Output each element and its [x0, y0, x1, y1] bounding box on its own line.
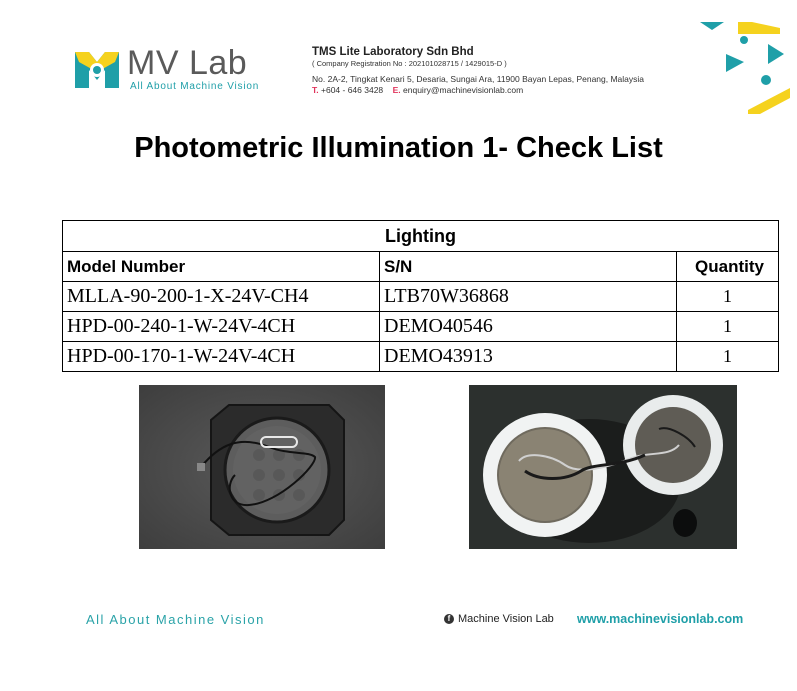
footer-tagline: All About Machine Vision [86, 612, 265, 627]
phone-number: +604 - 646 3428 [321, 85, 384, 95]
company-logo [75, 44, 285, 96]
phone-label: T. [312, 85, 319, 95]
table-row [63, 282, 779, 312]
mv-lab-logo-icon [75, 48, 119, 92]
table-caption: Lighting [63, 221, 779, 252]
header-model-number: Model Number [63, 252, 380, 282]
lighting-table [62, 220, 779, 372]
table-caption-row [63, 221, 779, 252]
serial-number-cell: LTB70W36868 [380, 282, 677, 312]
model-number-cell: HPD-00-170-1-W-24V-4CH [63, 342, 380, 372]
table-row [63, 342, 779, 372]
footer-website-link[interactable]: www.machinevisionlab.com [577, 612, 744, 626]
page-title: Photometric Illumination 1- Check List [134, 132, 663, 164]
company-registration: ( Company Registration No : 202101028715 / 1429015-D ) [312, 59, 507, 68]
quantity-cell: 1 [677, 282, 779, 312]
photo-square-light-in-case [139, 385, 385, 549]
logo-text: MV Lab [127, 44, 248, 82]
logo-tagline: All About Machine Vision [130, 81, 260, 92]
model-number-cell: MLLA-90-200-1-X-24V-CH4 [63, 282, 380, 312]
quantity-cell: 1 [677, 342, 779, 372]
quantity-cell: 1 [677, 312, 779, 342]
facebook-icon: f [444, 614, 454, 624]
company-contact [312, 85, 702, 95]
table-row [63, 312, 779, 342]
serial-number-cell: DEMO40546 [380, 312, 677, 342]
footer-facebook-link[interactable] [444, 613, 554, 625]
company-info [312, 46, 702, 95]
photo-ring-lights-in-case [469, 385, 737, 549]
table-header-row [63, 252, 779, 282]
facebook-page-name: Machine Vision Lab [458, 613, 554, 625]
serial-number-cell: DEMO43913 [380, 342, 677, 372]
company-address: No. 2A-2, Tingkat Kenari 5, Desaria, Sungai Ara, 11900 Bayan Lepas, Penang, Malaysia [312, 74, 645, 84]
header-quantity: Quantity [677, 252, 779, 282]
email-label: E. [392, 85, 401, 95]
company-name: TMS Lite Laboratory Sdn Bhd [312, 46, 474, 58]
decorative-triangles-icon [690, 18, 790, 114]
header-serial-number: S/N [380, 252, 677, 282]
model-number-cell: HPD-00-240-1-W-24V-4CH [63, 312, 380, 342]
email-address: enquiry@machinevisionlab.com [403, 85, 524, 95]
